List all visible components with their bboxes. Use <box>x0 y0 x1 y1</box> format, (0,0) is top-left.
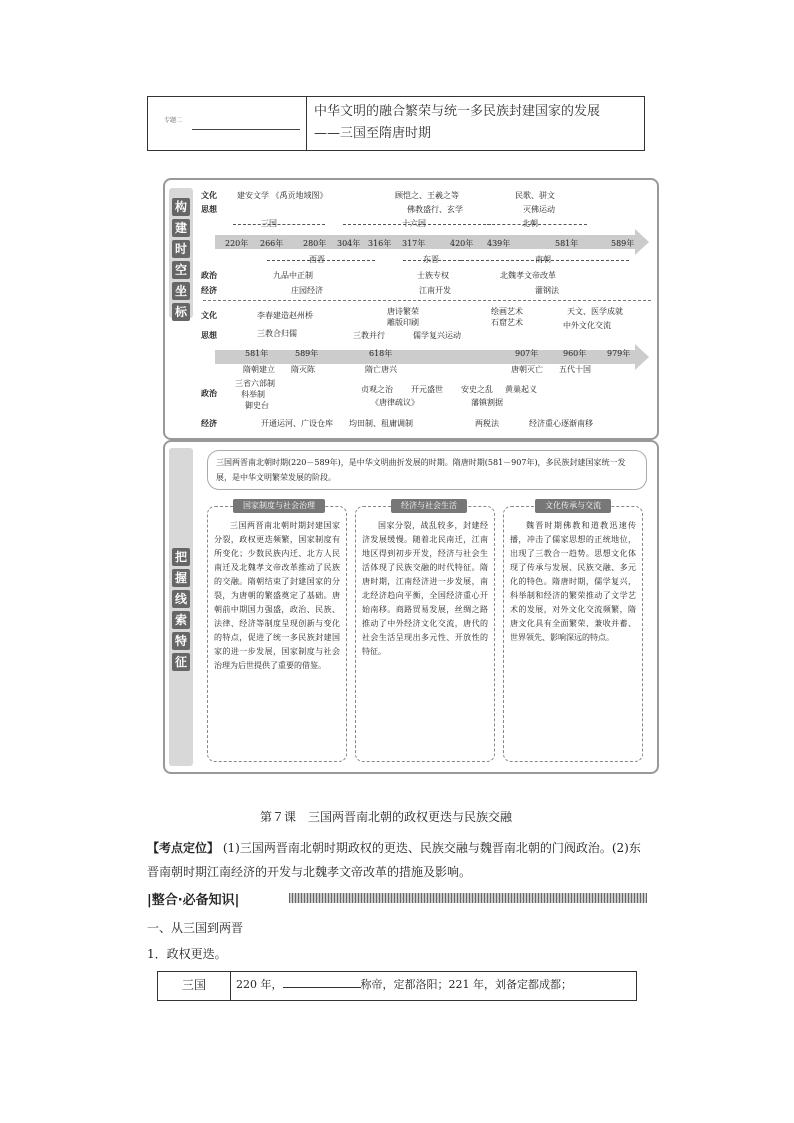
politics-item: 三省六部制 <box>235 379 275 388</box>
culture-item: 天文、医学成就 <box>567 307 623 316</box>
sidebar-char: 构 <box>172 198 190 216</box>
event-item: 隋朝建立 <box>243 365 275 374</box>
period-label: 北朝 <box>522 219 538 228</box>
lesson-title: 第７课 三国两晋南北朝的政权更迭与民族交融 <box>260 810 513 824</box>
politics-item: 士族专权 <box>417 271 449 280</box>
culture-item: 绘画艺术 <box>491 307 523 316</box>
politics-item: 科举制 <box>241 390 265 399</box>
politics-item: 《唐律疏议》 <box>371 398 419 407</box>
period-label: 西晋 <box>309 255 325 264</box>
column-heading: 国家制度与社会治理 <box>233 499 325 513</box>
thought-item: 三教并行 <box>353 331 385 340</box>
culture-item: 石窟艺术 <box>491 318 523 327</box>
characteristics-panel <box>163 440 659 774</box>
period-label: 三国 <box>261 219 277 228</box>
sidebar-char: 时 <box>172 240 190 258</box>
event-item: 唐朝灭亡 <box>511 365 543 374</box>
economy-item: 均田制、租庸调制 <box>349 419 413 428</box>
label-economy: 经济 <box>201 286 217 295</box>
characteristics-sidebar <box>169 448 193 766</box>
culture-item: 建安文学 《禹贡地域图》 <box>237 191 328 200</box>
label-politics: 政治 <box>201 271 217 280</box>
exam-point-text: (1)三国两晋南北朝时期政权的更迭、民族交融与魏晋南北朝的门阀政治。(2)东晋南朝时期江南经济的开发与北魏孝文帝改革的措施及影响。 <box>147 841 641 879</box>
chapter-badge: 专题二 <box>164 117 183 124</box>
table-text-after: 称帝，定都洛阳；221 年，刘备定都成都； <box>360 978 572 991</box>
year-tick: 979年 <box>607 349 631 358</box>
label-politics: 政治 <box>201 389 217 398</box>
column-governance: 三国两晋南北朝时期封建国家分裂，政权更迭频繁，国家制度有所变化；少数民族内迁、北方人民南迁及北魏孝文帝改革推动了民族的交融。隋朝结束了封建国家的分裂，为唐朝的繁盛奠定了基础。唐朝前中期国力强盛，政治、民族、法律、经济等制度呈现创新与变化的特点，促进了统一多民族封建国家的进一步发展，国家制度与社会治理为后世提供了重要的借鉴。 <box>207 506 347 762</box>
politics-item: 九品中正制 <box>273 271 313 280</box>
thought-item: 儒学复兴运动 <box>413 331 461 340</box>
year-tick: 439年 <box>487 239 511 248</box>
event-item: 隋亡唐兴 <box>365 365 397 374</box>
table-cell <box>236 972 572 998</box>
year-tick: 280年 <box>303 239 327 248</box>
year-tick: 618年 <box>369 349 393 358</box>
exam-point <box>147 836 647 884</box>
event-item: 隋灭陈 <box>291 365 315 374</box>
chapter-title-line2: ——三国至隋唐时期 <box>314 126 432 141</box>
sidebar-char: 坐 <box>172 282 190 300</box>
label-economy: 经济 <box>201 419 217 428</box>
timeline-arrowhead <box>635 229 649 255</box>
event-item: 五代十国 <box>559 365 591 374</box>
culture-item: 顾恺之、王羲之等 <box>395 191 459 200</box>
label-thought: 思想 <box>201 331 217 340</box>
sidebar-char: 征 <box>172 653 190 671</box>
politics-item: 藩镇割据 <box>471 398 503 407</box>
year-tick: 316年 <box>368 239 392 248</box>
table-row-label: 三国 <box>158 972 231 1000</box>
section-separator <box>203 300 651 301</box>
year-tick: 907年 <box>515 349 539 358</box>
politics-item: 安史之乱 <box>461 385 493 394</box>
politics-item: 黄巢起义 <box>505 385 537 394</box>
year-tick: 266年 <box>260 239 284 248</box>
header-divider <box>306 97 307 150</box>
section-title: |整合·必备知识| <box>147 893 240 908</box>
sidebar-char: 建 <box>172 219 190 237</box>
politics-item: 御史台 <box>245 401 269 410</box>
politics-item: 开元盛世 <box>411 385 443 394</box>
regime-table <box>157 971 637 1001</box>
year-tick: 317年 <box>402 239 426 248</box>
year-tick: 589年 <box>295 349 319 358</box>
period-label: 南朝 <box>535 255 551 264</box>
table-text-before: 220 年， <box>236 978 283 991</box>
economy-item: 两税法 <box>475 419 499 428</box>
header-rule <box>192 129 300 130</box>
sidebar-char: 空 <box>172 261 190 279</box>
politics-item: 贞观之治 <box>361 385 393 394</box>
year-tick: 589年 <box>611 239 635 248</box>
thought-item: 三教合归儒 <box>257 329 297 338</box>
year-tick: 581年 <box>555 239 579 248</box>
sidebar-char: 索 <box>172 611 190 629</box>
year-tick: 960年 <box>563 349 587 358</box>
culture-item: 唐诗繁荣 <box>387 307 419 316</box>
sidebar-char: 线 <box>172 590 190 608</box>
chapter-title-line1: 中华文明的融合繁荣与统一多民族封建国家的发展 <box>314 104 601 119</box>
exam-point-label: 【考点定位】 <box>147 841 220 855</box>
culture-item: 民歌、骈文 <box>515 191 555 200</box>
timeline-sidebar <box>169 188 193 318</box>
year-tick: 220年 <box>225 239 249 248</box>
culture-item: 中外文化交流 <box>563 321 611 330</box>
sidebar-char: 特 <box>172 632 190 650</box>
sidebar-char: 把 <box>172 548 190 566</box>
intro-box: 三国两晋南北朝时期(220－589年)，是中华文明曲折发展的时期。隋唐时期(581－907年)，多民族封建国家统一发展，是中华文明繁荣发展的阶段。 <box>207 450 647 490</box>
culture-item: 灭佛运动 <box>523 205 555 214</box>
timeline-arrowhead <box>635 344 649 370</box>
culture-item: 雕版印刷 <box>387 318 419 327</box>
year-tick: 420年 <box>450 239 474 248</box>
timeline-panel <box>163 178 659 440</box>
year-tick: 581年 <box>245 349 269 358</box>
year-tick: 304年 <box>337 239 361 248</box>
period-bracket <box>233 224 325 225</box>
culture-item: 佛教盛行、玄学 <box>407 205 463 214</box>
heading-2: 1．政权更迭。 <box>147 947 227 961</box>
label-culture: 文化 <box>201 191 217 200</box>
period-label: 东晋 <box>423 255 439 264</box>
column-economy: 国家分裂，战乱较多，封建经济发展缓慢。随着北民南迁，江南地区得到初步开发，经济与社会生活体现了民族交融的时代特征。隋唐时期，江南经济进一步发展，南北经济趋向平衡，全国经济重心开始南移。商路贸易发展，丝绸之路推动了中外经济文化交流，唐代的社会生活呈现出多元性、开放性的特征。 <box>355 506 495 762</box>
culture-item: 李春建造赵州桥 <box>257 311 313 320</box>
label-culture: 文化 <box>201 311 217 320</box>
column-culture: 魏晋时期佛教和道教迅速传播，冲击了儒家思想的正统地位，出现了三教合一趋势。思想文化体现了传承与发展、民族交融、多元化的特色。隋唐时期，儒学复兴，科举制和经济的繁荣推动了文学艺术的发展，对外文化交流频繁，隋唐文化具有全面繁荣、兼收并蓄、世界领先、影响深远的特点。 <box>503 506 643 762</box>
period-label: 十六国 <box>402 219 426 228</box>
heading-1: 一、从三国到两晋 <box>147 921 244 935</box>
column-heading: 经济与社会生活 <box>391 499 467 513</box>
sidebar-char: 握 <box>172 569 190 587</box>
sidebar-char: 标 <box>172 303 190 321</box>
chapter-title <box>314 101 600 145</box>
economy-item: 开通运河、广设仓库 <box>261 419 333 428</box>
economy-item: 经济重心逐渐南移 <box>529 419 593 428</box>
politics-item: 北魏孝文帝改革 <box>500 271 556 280</box>
chapter-header <box>147 96 645 151</box>
label-thought: 思想 <box>201 205 217 214</box>
economy-item: 江南开发 <box>419 286 451 295</box>
column-heading: 文化传承与交流 <box>535 499 611 513</box>
section-header <box>147 889 647 907</box>
economy-item: 灌钢法 <box>535 286 559 295</box>
section-pattern <box>289 893 647 903</box>
economy-item: 庄园经济 <box>291 286 323 295</box>
fill-blank[interactable] <box>283 977 361 988</box>
